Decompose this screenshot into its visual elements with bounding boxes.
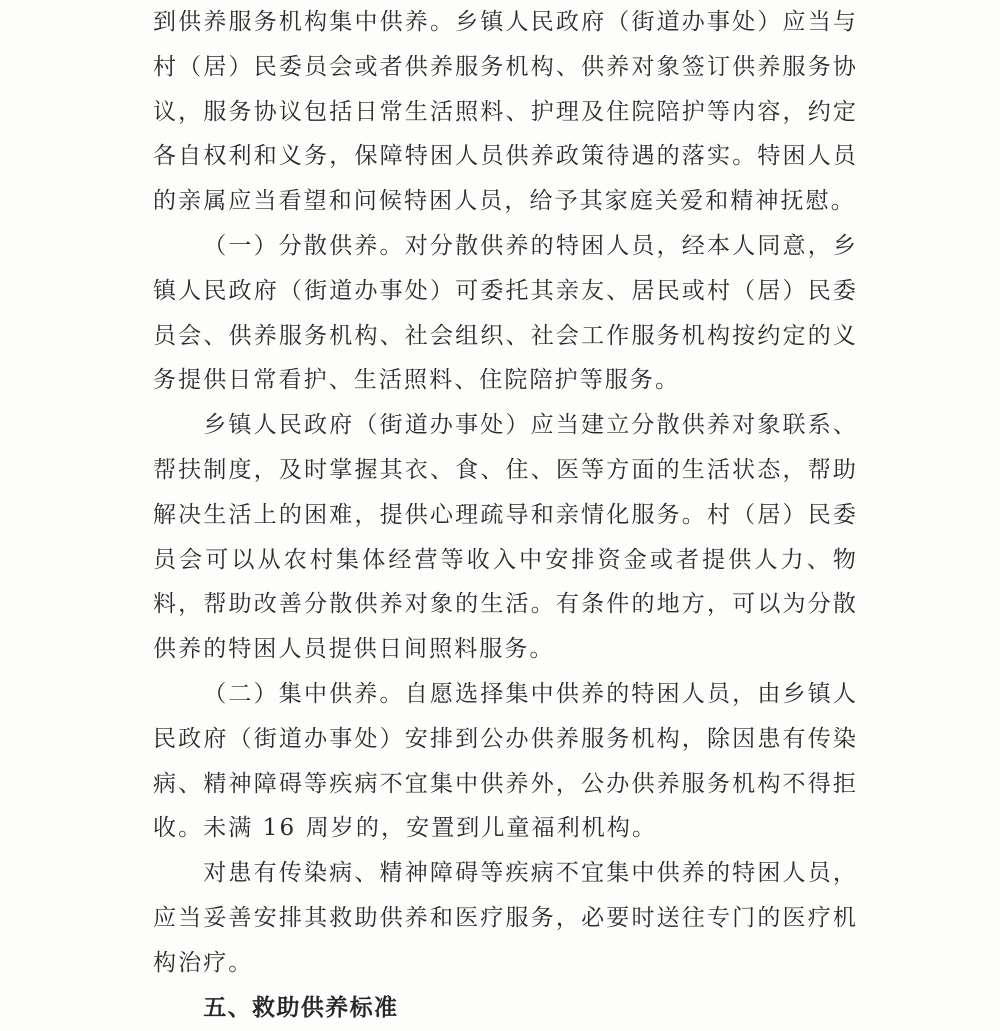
text-line: 对患有传染病、精神障碍等疾病不宜集中供养的特困人员， [203, 860, 858, 887]
text-line: 员会、供养服务机构、社会组织、社会工作服务机构按约定的义 [153, 322, 858, 349]
section-heading: 五、救助供养标准 [203, 994, 399, 1021]
text-line: 到供养服务机构集中供养。乡镇人民政府（街道办事处）应当与 [153, 9, 858, 35]
text-line: 应当妥善安排其救助供养和医疗服务，必要时送往专门的医疗机 [153, 904, 858, 931]
text-line: 解决生活上的困难，提供心理疏导和亲情化服务。村（居）民委 [153, 501, 858, 528]
text-line: 务提供日常看护、生活照料、住院陪护等服务。 [153, 367, 681, 394]
document-page [153, 0, 858, 1030]
text-line: 收。未满 16 周岁的，安置到儿童福利机构。 [153, 815, 658, 842]
text-line: 病、精神障碍等疾病不宜集中供养外，公办供养服务机构不得拒 [153, 770, 858, 797]
paragraph-centralized-support [153, 672, 858, 851]
paragraph [153, 851, 858, 985]
text-line: 帮扶制度，及时掌握其衣、食、住、医等方面的生活状态，帮助 [153, 456, 858, 483]
paragraph-scattered-support [153, 224, 858, 403]
text-line: 构治疗。 [153, 949, 254, 976]
text-line: 料，帮助改善分散供养对象的生活。有条件的地方，可以为分散 [153, 591, 858, 618]
text-line: 供养的特困人员提供日间照料服务。 [153, 636, 555, 663]
text-line: 各自权利和义务，保障特困人员供养政策待遇的落实。特困人员 [153, 143, 858, 170]
paragraph [153, 403, 858, 672]
text-line: 镇人民政府（街道办事处）可委托其亲友、居民或村（居）民委 [153, 277, 858, 304]
text-line: （一）分散供养。对分散供养的特困人员，经本人同意，乡 [203, 232, 858, 259]
text-line: 的亲属应当看望和问候特困人员，给予其家庭关爱和精神抚慰。 [153, 188, 856, 215]
text-line: 议，服务协议包括日常生活照料、护理及住院陪护等内容，约定 [153, 98, 858, 125]
paragraph [153, 0, 858, 224]
text-line: 民政府（街道办事处）安排到公办供养服务机构，除因患有传染 [153, 725, 858, 752]
text-line: 乡镇人民政府（街道办事处）应当建立分散供养对象联系、 [203, 412, 858, 439]
text-line: 村（居）民委员会或者供养服务机构、供养对象签订供养服务协 [153, 53, 858, 80]
text-line: （二）集中供养。自愿选择集中供养的特困人员，由乡镇人 [203, 680, 858, 707]
text-line: 员会可以从农村集体经营等收入中安排资金或者提供人力、物 [153, 546, 858, 573]
